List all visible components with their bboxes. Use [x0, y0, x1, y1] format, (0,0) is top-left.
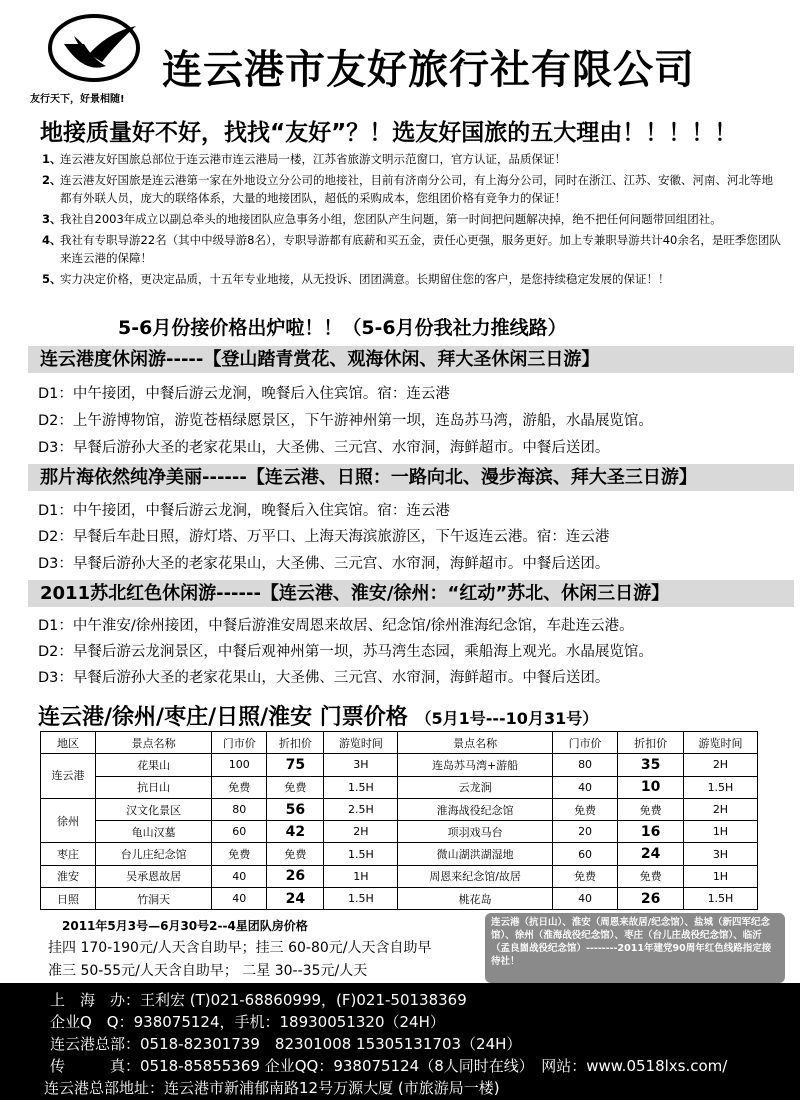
contact-address: 连云港总部地址：连云港市新浦郁南路12号万源大厦 (市旅游局一楼) — [44, 1079, 500, 1097]
region-cell: 连云港 — [41, 754, 96, 799]
itinerary-day: D2：上午游博物馆，游览苍梧绿愿景区，下午游神州第一坝，连岛苏马湾，游船，水晶展览馆。 — [38, 413, 653, 429]
headline-banner: 地接质量好不好，找找“友好”？！选友好国旅的五大理由！！！！！ — [40, 120, 738, 146]
table-cell: 40 — [212, 888, 267, 910]
table-cell: 项羽戏马台 — [398, 821, 552, 843]
reason-item — [42, 231, 782, 267]
table-cell: 1H — [683, 821, 757, 843]
contact-line: 企业Q Q：938075124，手机：18930051320（24H） — [50, 1013, 445, 1031]
table-cell: 免费 — [212, 843, 267, 865]
table-cell: 1H — [324, 865, 398, 887]
table-cell: 竹洞天 — [95, 888, 211, 910]
table-cell: 免费 — [552, 798, 618, 820]
reason-text: 我社有专职导游22名（其中中级导游8名），专职导游都有底薪和买五金，责任心更强，服务更好。加上专兼职导游共计40余名，是旺季您团队来连云港的保障！ — [60, 233, 781, 265]
contact-footer — [0, 983, 800, 1100]
table-cell: 60 — [212, 821, 267, 843]
table-cell: 80 — [212, 798, 267, 820]
table-cell: 3H — [683, 843, 757, 865]
table-cell: 1.5H — [683, 776, 757, 798]
table-cell: 吴承恩故居 — [95, 865, 211, 887]
column-header: 游览时间 — [683, 732, 757, 754]
itinerary-day: D3：早餐后游孙大圣的老家花果山，大圣佛、三元宫、水帘洞，海鲜超市。中餐后送团。 — [38, 440, 610, 456]
table-cell: 淮海战役纪念馆 — [398, 798, 552, 820]
column-header: 门市价 — [552, 732, 618, 754]
ticket-price-table — [40, 731, 758, 910]
company-logo — [44, 14, 144, 86]
table-cell: 40 — [552, 888, 618, 910]
reasons-list — [42, 150, 782, 291]
contact-line: 传 真：0518-85855369 企业QQ：938075124（8人同时在线） 网站：www.0518lxs.com/ — [50, 1057, 728, 1075]
hotel-price-title: 2011年5月3号—6月30号2--4星团队房价格 — [62, 919, 308, 933]
table-cell: 35 — [618, 754, 684, 776]
column-header: 景点名称 — [398, 732, 552, 754]
table-cell: 1.5H — [324, 888, 398, 910]
table-cell: 2H — [683, 798, 757, 820]
column-header: 折扣价 — [267, 732, 324, 754]
table-cell: 56 — [267, 798, 324, 820]
hotel-price-line: 准三 50-55元/人天含自助早； 二星 30--35元/人天 — [48, 963, 368, 979]
table-cell: 16 — [618, 821, 684, 843]
table-cell: 60 — [552, 843, 618, 865]
table-row — [41, 843, 758, 865]
table-row — [41, 776, 758, 798]
table-cell: 花果山 — [95, 754, 211, 776]
itinerary-day: D3：早餐后游孙大圣的老家花果山，大圣佛、三元宫、水帘洞，海鲜超市。中餐后送团。 — [38, 670, 610, 686]
table-header-row — [41, 732, 758, 754]
table-cell: 免费 — [267, 843, 324, 865]
table-cell: 75 — [267, 754, 324, 776]
itinerary-day: D1：中午接团，中餐后游云龙涧，晚餐后入住宾馆。宿：连云港 — [38, 503, 450, 519]
itinerary-day: D2：早餐后游云龙涧景区，中餐后观神州第一坝，苏马湾生态园，乘船海上观光。水晶展览馆。 — [38, 644, 653, 660]
table-row — [41, 821, 758, 843]
table-cell: 10 — [618, 776, 684, 798]
table-cell: 1.5H — [683, 888, 757, 910]
itinerary-day: D1：中午淮安/徐州接团，中餐后游淮安周恩来故居、纪念馆/徐州淮海纪念馆，车赴连云港。 — [38, 618, 634, 634]
contact-line: 上 海 办：王利宏 (T)021-68860999，(F)021-50138369 — [50, 991, 467, 1009]
route-title: 2011苏北红色休闲游------【连云港、淮安/徐州：“红动”苏北、休闲三日游】 — [28, 580, 794, 607]
table-cell: 24 — [267, 888, 324, 910]
reason-item — [42, 171, 782, 207]
header — [0, 0, 800, 112]
table-cell: 免费 — [618, 798, 684, 820]
reason-number: 4、 — [42, 233, 62, 247]
company-name: 连云港市友好旅行社有限公司 — [162, 47, 695, 93]
table-row — [41, 865, 758, 887]
column-header: 门市价 — [212, 732, 267, 754]
table-cell: 20 — [552, 821, 618, 843]
red-tour-notice: 连云港（抗日山）、淮安（周恩来故居/纪念馆）、盐城（新四军纪念馆）、徐州（淮海战役纪念馆）、枣庄（台儿庄战役纪念馆）、临沂（孟良崮战役纪念馆）--------2011年建党90周年红色线路指定接待社！ — [485, 913, 785, 983]
table-cell: 龟山汉墓 — [95, 821, 211, 843]
route-title: 那片海依然纯净美丽------【连云港、日照：一路向北、漫步海滨、拜大圣三日游】 — [28, 464, 794, 491]
contact-line: 连云港总部：0518-82301739 82301008 15305131703（24H） — [50, 1035, 522, 1053]
table-cell: 40 — [552, 776, 618, 798]
table-cell: 26 — [267, 865, 324, 887]
table-cell: 3H — [324, 754, 398, 776]
region-cell: 淮安 — [41, 865, 96, 887]
ticket-price-dates: （5月1号---10月31号） — [415, 709, 599, 728]
table-cell: 2H — [683, 754, 757, 776]
table-cell: 80 — [552, 754, 618, 776]
reason-text: 我社自2003年成立以副总牵头的地接团队应急事务小组，您团队产生问题，第一时间把问题解决掉，绝不把任何问题带回组团社。 — [60, 212, 722, 226]
itinerary-day: D2：早餐后车赴日照，游灯塔、万平口、上海天海滨旅游区，下午返连云港。宿：连云港 — [38, 529, 610, 545]
table-cell: 40 — [212, 865, 267, 887]
column-header: 折扣价 — [618, 732, 684, 754]
table-row — [41, 754, 758, 776]
route-title: 连云港度休闲游-----【登山踏青赏花、观海休闲、拜大圣休闲三日游】 — [28, 346, 794, 373]
reason-text: 连云港友好国旅是连云港第一家在外地设立分公司的地接社，目前有济南分公司，有上海分公司，同时在浙江、江苏、安徽、河南、河北等地都有外联人员，庞大的联络体系，大量的地接团队，超低的采购成本，您组团价格有竞争力的保证！ — [60, 173, 773, 205]
column-header: 游览时间 — [324, 732, 398, 754]
reason-number: 3、 — [42, 212, 62, 226]
reason-item — [42, 210, 782, 228]
reason-item — [42, 270, 782, 288]
table-cell: 微山湖洪湖湿地 — [398, 843, 552, 865]
table-cell: 42 — [267, 821, 324, 843]
table-cell: 抗日山 — [95, 776, 211, 798]
table-cell: 1.5H — [324, 776, 398, 798]
logo-slogan: 友行天下，好景相随! — [30, 94, 125, 105]
table-cell: 26 — [618, 888, 684, 910]
itinerary-day: D3：早餐后游孙大圣的老家花果山，大圣佛、三元宫、水帘洞，海鲜超市。中餐后送团。 — [38, 556, 610, 572]
reason-number: 1、 — [42, 152, 62, 166]
reason-item — [42, 150, 782, 168]
table-cell: 周恩来纪念馆/故居 — [398, 865, 552, 887]
table-cell: 台儿庄纪念馆 — [95, 843, 211, 865]
hotel-price-line: 挂四 170-190元/人天含自助早；挂三 60-80元/人天含自助早 — [48, 940, 432, 956]
ticket-price-title — [38, 700, 598, 731]
region-cell: 枣庄 — [41, 843, 96, 865]
table-cell: 2H — [324, 821, 398, 843]
column-header: 景点名称 — [95, 732, 211, 754]
ticket-price-heading: 连云港/徐州/枣庄/日照/淮安 门票价格 — [38, 705, 408, 730]
table-cell: 1H — [683, 865, 757, 887]
table-row — [41, 798, 758, 820]
table-cell: 2.5H — [324, 798, 398, 820]
table-cell: 免费 — [212, 776, 267, 798]
table-cell: 100 — [212, 754, 267, 776]
table-cell: 1.5H — [324, 843, 398, 865]
column-header: 地区 — [41, 732, 96, 754]
itinerary-day: D1：中午接团，中餐后游云龙涧，晚餐后入住宾馆。宿：连云港 — [38, 386, 450, 402]
table-cell: 桃花岛 — [398, 888, 552, 910]
region-cell: 日照 — [41, 888, 96, 910]
reason-text: 实力决定价格，更决定品质，十五年专业地接，从无投诉、团团满意。长期留住您的客户，是您持续稳定发展的保证！！ — [60, 272, 670, 286]
reason-number: 2、 — [42, 173, 62, 187]
table-cell: 连岛苏马湾+游船 — [398, 754, 552, 776]
table-cell: 免费 — [552, 865, 618, 887]
table-cell: 24 — [618, 843, 684, 865]
region-cell: 徐州 — [41, 798, 96, 843]
table-cell: 云龙涧 — [398, 776, 552, 798]
promo-subheading: 5-6月份接价格出炉啦！！（5-6月份我社力推线路） — [118, 317, 567, 339]
table-row — [41, 888, 758, 910]
reason-text: 连云港友好国旅总部位于连云港市连云港局一楼，江苏省旅游文明示范窗口，官方认证，品质保证！ — [60, 152, 566, 166]
table-cell: 汉文化景区 — [95, 798, 211, 820]
reason-number: 5、 — [42, 272, 62, 286]
table-cell: 免费 — [618, 865, 684, 887]
table-cell: 免费 — [267, 776, 324, 798]
